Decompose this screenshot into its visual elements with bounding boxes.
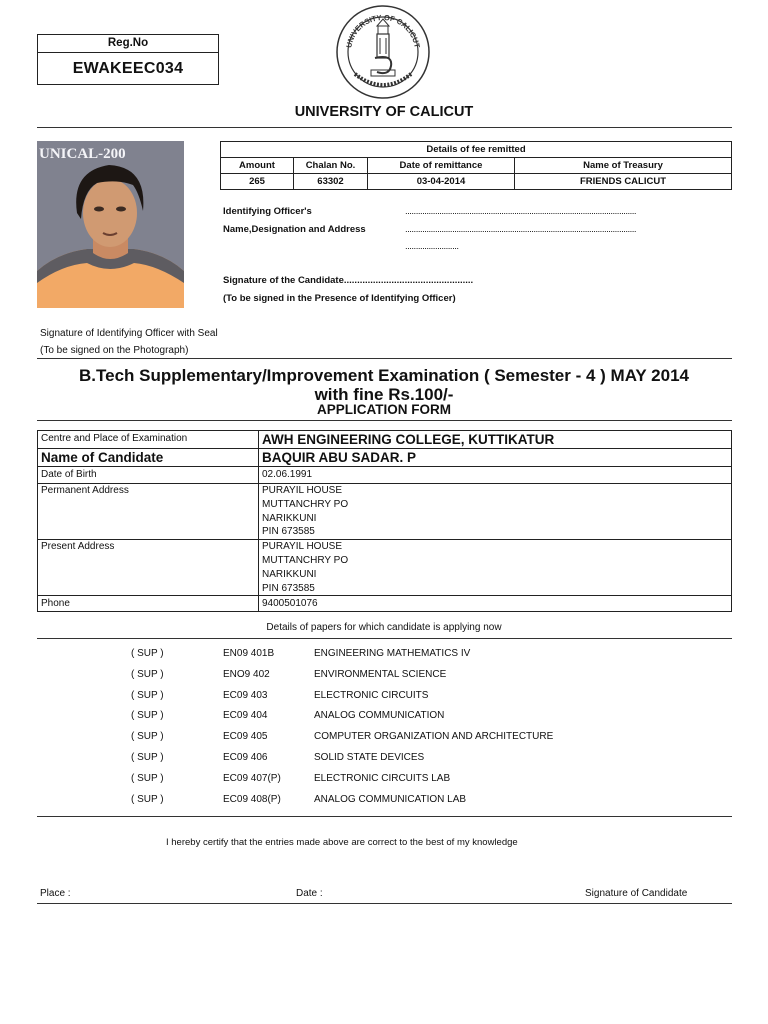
form-title: APPLICATION FORM <box>317 402 451 417</box>
place-label: Place : <box>40 888 71 899</box>
candidate-details-table <box>37 430 732 612</box>
paper-name: ENVIRONMENTAL SCIENCE <box>314 669 447 680</box>
paper-code: EC09 408(P) <box>223 794 281 805</box>
permanent-address-line: PIN 673585 <box>262 526 315 538</box>
seal-ring-text: UNIVERSITY OF CALICUT <box>344 12 422 49</box>
fee-header-amount: Amount <box>221 158 294 174</box>
paper-type: ( SUP ) <box>131 794 164 805</box>
phone-value: 9400501076 <box>259 596 732 612</box>
present-address-value <box>259 540 732 596</box>
paper-type: ( SUP ) <box>131 648 164 659</box>
paper-name: ELECTRONIC CIRCUITS <box>314 690 429 701</box>
permanent-address-label: Permanent Address <box>38 484 259 540</box>
officer-label-line2: Name,Designation and Address <box>223 223 366 235</box>
permanent-address-line: MUTTANCHRY PO <box>262 498 349 510</box>
registration-label: Reg.No <box>38 35 218 53</box>
paper-type: ( SUP ) <box>131 690 164 701</box>
registration-number: EWAKEEC034 <box>72 60 184 77</box>
officer-dots-line2: ............................................................................................................ <box>405 223 637 235</box>
candidate-photo <box>37 141 184 308</box>
paper-code: ENO9 402 <box>223 669 270 680</box>
dob-value: 02.06.1991 <box>259 467 732 484</box>
paper-code: EC09 406 <box>223 752 268 763</box>
officer-seal-caption <box>40 325 218 359</box>
dob-label: Date of Birth <box>38 467 259 484</box>
seal-caption-line1: Signature of Identifying Officer with Seal <box>40 328 218 339</box>
present-address-line: PURAYIL HOUSE <box>262 541 343 553</box>
paper-name: SOLID STATE DEVICES <box>314 752 425 763</box>
officer-label-line1: Identifying Officer's <box>223 206 312 217</box>
paper-name: ENGINEERING MATHEMATICS IV <box>314 648 471 659</box>
paper-type: ( SUP ) <box>131 731 164 742</box>
present-address-line: PIN 673585 <box>262 582 315 594</box>
table-row <box>38 484 732 540</box>
permanent-address-value <box>259 484 732 540</box>
officer-dots-line1: ............................................................................................................ <box>405 206 637 217</box>
papers-top-divider <box>37 638 732 639</box>
paper-name: ANALOG COMMUNICATION LAB <box>314 794 467 805</box>
date-label: Date : <box>296 888 323 899</box>
exam-title-line2: with fine Rs.100/- <box>314 385 454 404</box>
paper-type: ( SUP ) <box>131 710 164 721</box>
table-row <box>38 540 732 596</box>
permanent-address-line: PURAYIL HOUSE <box>262 485 343 496</box>
table-row <box>38 467 732 484</box>
exam-title <box>0 366 768 404</box>
candidate-signature-label: Signature of Candidate <box>585 888 688 899</box>
footer-divider <box>37 903 732 904</box>
paper-code: EC09 405 <box>223 731 268 742</box>
officer-dots-line3: ......................... <box>405 241 459 252</box>
candidate-signature-line[interactable]: Signature of the Candidate................................................. <box>223 275 474 286</box>
fee-date: 03-04-2014 <box>368 174 515 190</box>
paper-type: ( SUP ) <box>131 752 164 763</box>
papers-heading: Details of papers for which candidate is applying now <box>266 622 502 633</box>
paper-code: EC09 404 <box>223 710 268 721</box>
name-label: Name of Candidate <box>38 449 259 467</box>
fee-treasury: FRIENDS CALICUT <box>515 174 732 190</box>
fee-header-chalan: Chalan No. <box>294 158 368 174</box>
centre-value: AWH ENGINEERING COLLEGE, KUTTIKATUR <box>259 431 732 449</box>
title-divider <box>37 420 732 421</box>
certification-statement: I hereby certify that the entries made above are correct to the best of my knowledge <box>166 837 518 848</box>
header-divider <box>37 127 732 128</box>
present-address-line: MUTTANCHRY PO <box>262 554 349 566</box>
candidate-signature-note: (To be signed in the Presence of Identifying Officer) <box>223 292 456 304</box>
exam-title-line1: B.Tech Supplementary/Improvement Examination ( Semester - 4 ) MAY 2014 <box>79 366 689 385</box>
name-value: BAQUIR ABU SADAR. P <box>259 449 732 467</box>
present-address-label: Present Address <box>38 540 259 596</box>
officer-details-field[interactable] <box>405 203 730 256</box>
paper-code: EC09 403 <box>223 690 268 701</box>
fee-table-title: Details of fee remitted <box>221 142 732 158</box>
fee-header-treasury: Name of Treasury <box>515 158 732 174</box>
table-row <box>38 431 732 449</box>
fee-amount: 265 <box>221 174 294 190</box>
fee-table <box>220 141 732 190</box>
present-address-line: NARIKKUNI <box>262 568 317 580</box>
phone-label: Phone <box>38 596 259 612</box>
seal-caption-line2: (To be signed on the Photograph) <box>40 345 189 356</box>
centre-label: Centre and Place of Examination <box>38 431 259 449</box>
paper-type: ( SUP ) <box>131 669 164 680</box>
university-seal-icon <box>333 4 433 100</box>
registration-box <box>37 34 219 85</box>
paper-name: ANALOG COMMUNICATION <box>314 710 445 721</box>
identifying-officer-label <box>223 203 366 238</box>
paper-name: ELECTRONIC CIRCUITS LAB <box>314 773 451 784</box>
table-row <box>38 449 732 467</box>
permanent-address-line: NARIKKUNI <box>262 512 317 524</box>
university-title: UNIVERSITY OF CALICUT <box>294 104 474 120</box>
paper-name: COMPUTER ORGANIZATION AND ARCHITECTURE <box>314 731 554 742</box>
fee-header-date: Date of remittance <box>368 158 515 174</box>
fee-chalan-no: 63302 <box>294 174 368 190</box>
candidate-signature-block <box>223 272 473 307</box>
photo-watermark: UNICAL-200 <box>39 146 126 162</box>
paper-code: EN09 401B <box>223 648 275 659</box>
papers-bottom-divider <box>37 816 732 817</box>
paper-type: ( SUP ) <box>131 773 164 784</box>
section-divider <box>37 358 732 359</box>
paper-code: EC09 407(P) <box>223 773 281 784</box>
table-row <box>38 596 732 612</box>
